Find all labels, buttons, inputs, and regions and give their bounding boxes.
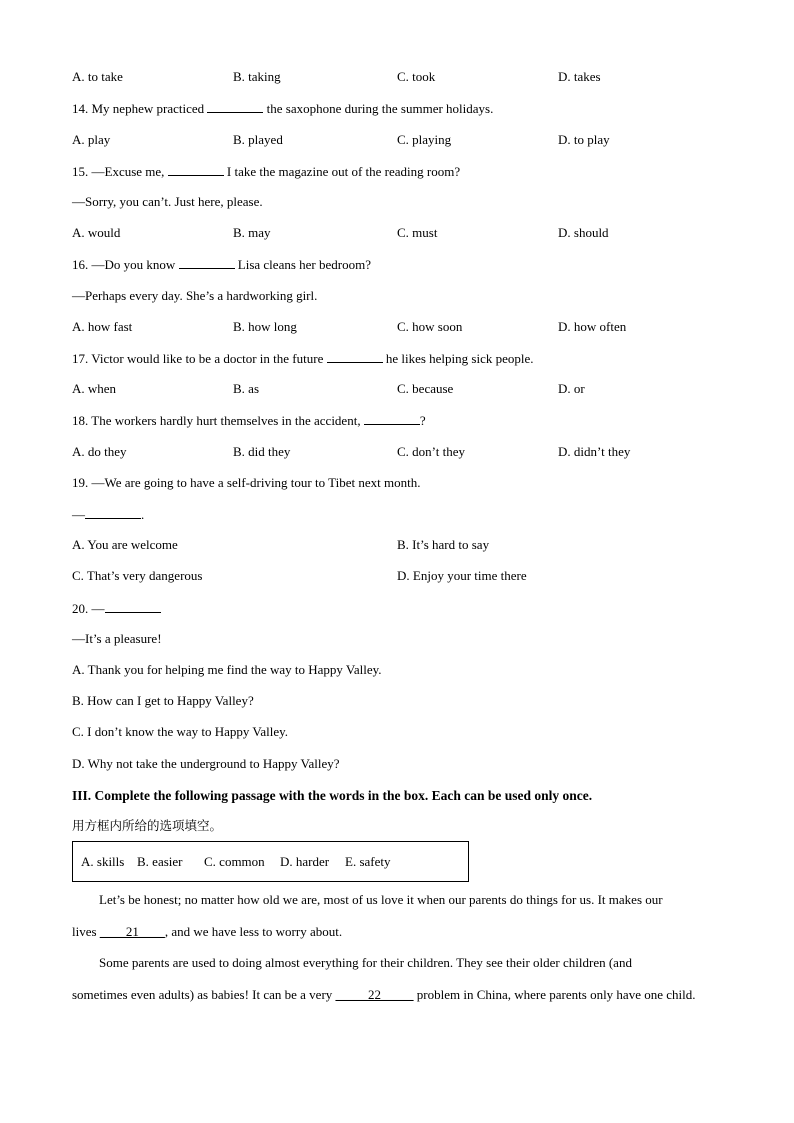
passage-p2-line1: Some parents are used to doing almost everything for their children. They see their older children (and [99, 955, 632, 970]
q14-option-b: B. played [233, 132, 283, 147]
q14-option-a: A. play [72, 132, 111, 147]
q20-reply: —It’s a pleasure! [72, 631, 162, 646]
q19-option-c: C. That’s very dangerous [72, 568, 203, 583]
q13-option-d: D. takes [558, 69, 601, 84]
q17-option-a: A. when [72, 381, 117, 396]
q16-option-d: D. how often [558, 319, 627, 334]
section-instruction: 用方框内所给的选项填空。 [72, 818, 223, 833]
section-heading: III. Complete the following passage with the words in the box. Each can be used only once. [72, 788, 593, 803]
answer-blank [85, 506, 141, 519]
q17-stem-start: 17. Victor would like to be a doctor in the future [72, 351, 327, 366]
q19-reply-dash: — [72, 507, 85, 522]
q20-stem [72, 600, 161, 617]
q18-stem-end: ? [419, 413, 426, 428]
q14-option-c: C. playing [397, 132, 452, 147]
blank-22: _____22_____ [335, 987, 414, 1002]
q13-option-b: B. taking [233, 69, 281, 84]
q19-reply [72, 506, 144, 523]
q19-option-b: B. It’s hard to say [397, 537, 490, 552]
q20-option-c: C. I don’t know the way to Happy Valley. [72, 724, 289, 739]
q18-option-c: C. don’t they [397, 444, 466, 459]
q16-option-b: B. how long [233, 319, 297, 334]
q16-option-a: A. how fast [72, 319, 133, 334]
q15-option-d: D. should [558, 225, 609, 240]
q19-option-a: A. You are welcome [72, 537, 178, 552]
passage-text: lives [72, 924, 100, 939]
q14-stem-end: the saxophone during the summer holidays. [263, 101, 494, 116]
q20-option-b: B. How can I get to Happy Valley? [72, 693, 254, 708]
q15-option-a: A. would [72, 225, 121, 240]
q18-stem [72, 412, 426, 429]
q14-stem [72, 100, 493, 117]
q17-stem-end: he likes helping sick people. [382, 351, 534, 366]
answer-blank [364, 412, 420, 425]
passage-text: problem in China, where parents only have one child. [413, 987, 696, 1002]
q16-stem [72, 256, 371, 273]
q15-reply: —Sorry, you can’t. Just here, please. [72, 194, 263, 209]
passage-p2-line2 [72, 987, 695, 1003]
q20-option-d: D. Why not take the underground to Happy Valley? [72, 756, 340, 771]
q16-option-c: C. how soon [397, 319, 463, 334]
q14-option-d: D. to play [558, 132, 610, 147]
blank-21: ____21____ [99, 924, 165, 939]
q16-stem-end: Lisa cleans her bedroom? [234, 257, 371, 272]
word-box-item: D. harder [280, 854, 330, 869]
q16-reply: —Perhaps every day. She’s a hardworking girl. [72, 288, 318, 303]
word-box-item: B. easier [137, 854, 183, 869]
q15-stem [72, 163, 460, 180]
q18-option-a: A. do they [72, 444, 127, 459]
word-box-item: A. skills [81, 854, 125, 869]
q17-option-d: D. or [558, 381, 585, 396]
q18-stem-start: 18. The workers hardly hurt themselves in the accident, [72, 413, 364, 428]
q17-option-b: B. as [233, 381, 259, 396]
answer-blank [207, 100, 263, 113]
q15-option-c: C. must [397, 225, 438, 240]
word-box-item: E. safety [345, 854, 391, 869]
q13-option-c: C. took [397, 69, 436, 84]
answer-blank [179, 256, 235, 269]
q19-option-d: D. Enjoy your time there [397, 568, 527, 583]
word-box [72, 841, 469, 882]
answer-blank [327, 350, 383, 363]
q17-stem [72, 350, 534, 367]
q14-stem-start: 14. My nephew practiced [72, 101, 208, 116]
q18-option-d: D. didn’t they [558, 444, 631, 459]
q19-stem: 19. —We are going to have a self-driving tour to Tibet next month. [72, 475, 421, 490]
q20-option-a: A. Thank you for helping me find the way to Happy Valley. [72, 662, 382, 677]
answer-blank [105, 600, 161, 613]
q20-stem-start: 20. — [72, 601, 105, 616]
passage-text: sometimes even adults) as babies! It can be a very [72, 987, 336, 1002]
passage-p1-line1: Let’s be honest; no matter how old we are, most of us love it when our parents do things for us. It makes our [99, 892, 663, 907]
q15-stem-end: I take the magazine out of the reading room? [223, 164, 461, 179]
passage-p1-line2 [72, 924, 342, 940]
q13-option-a: A. to take [72, 69, 123, 84]
q18-option-b: B. did they [233, 444, 291, 459]
word-box-item: C. common [204, 854, 265, 869]
q19-reply-end: . [141, 507, 145, 522]
q15-option-b: B. may [233, 225, 271, 240]
passage-text: , and we have less to worry about. [164, 924, 343, 939]
q15-stem-start: 15. —Excuse me, [72, 164, 168, 179]
q16-stem-start: 16. —Do you know [72, 257, 179, 272]
q17-option-c: C. because [397, 381, 454, 396]
answer-blank [168, 163, 224, 176]
